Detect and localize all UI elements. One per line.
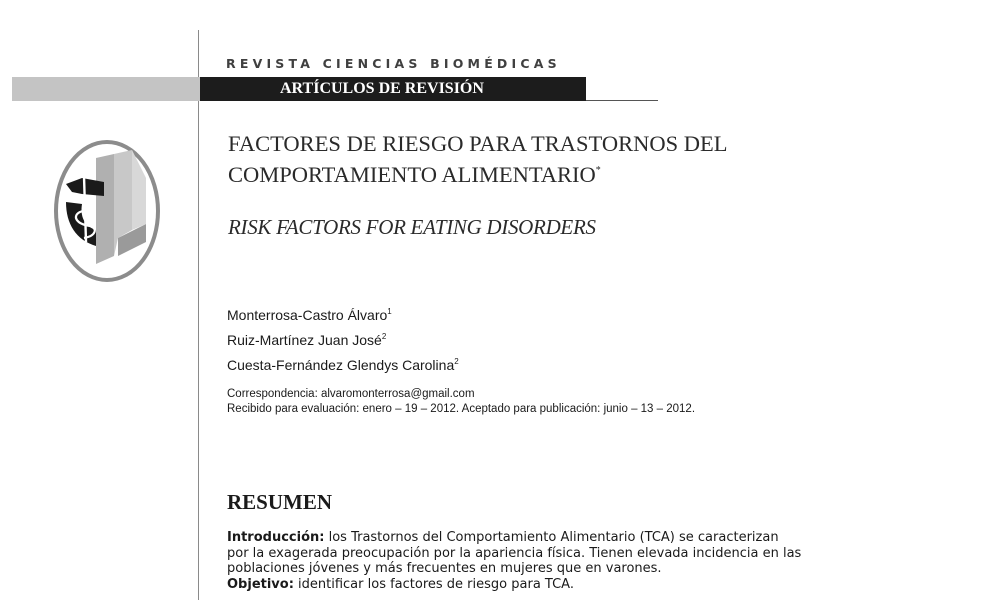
english-title: RISK FACTORS FOR EATING DISORDERS — [228, 215, 596, 239]
author-affiliation: 2 — [381, 332, 387, 341]
abstract-line — [227, 577, 867, 593]
journal-name: REVISTA CIENCIAS BIOMÉDICAS — [226, 56, 561, 71]
title-line: FACTORES DE RIESGO PARA TRASTORNOS DEL — [228, 131, 728, 156]
section-label: ARTÍCULOS DE REVISIÓN — [200, 77, 586, 101]
vertical-rule — [198, 30, 199, 600]
received-dates: Recibido para evaluación: enero – 19 – 2012. Aceptado para publicación: junio – 13 – 2012. — [227, 403, 696, 415]
section-bar-gray — [12, 77, 200, 101]
author-name: Ruiz-Martínez Juan José — [227, 332, 382, 348]
objective-text: identificar los factores de riesgo para TCA. — [293, 576, 574, 592]
abstract-line: poblaciones jóvenes y más frecuentes en mujeres que en varones. — [227, 561, 662, 576]
title-line-with-mark — [228, 157, 868, 188]
author — [227, 301, 459, 326]
author-name: Monterrosa-Castro Álvaro — [227, 307, 388, 323]
author-affiliation: 1 — [387, 307, 392, 316]
abstract-body — [227, 530, 867, 592]
correspondence-block — [227, 387, 695, 417]
header-rule — [586, 100, 658, 101]
intro-label: Introducción: — [227, 530, 325, 545]
objective-label: Objetivo: — [227, 576, 294, 592]
title-footnote-mark: * — [595, 165, 601, 176]
article-title — [228, 130, 868, 188]
title-line: COMPORTAMIENTO ALIMENTARIO — [228, 162, 596, 187]
abstract-heading: RESUMEN — [227, 490, 333, 514]
abstract-line — [227, 530, 867, 546]
intro-text: los Trastornos del Comportamiento Alimentario (TCA) se caracterizan — [324, 530, 779, 545]
author-affiliation: 2 — [454, 357, 459, 366]
correspondence-email: Correspondencia: alvaromonterrosa@gmail.com — [227, 388, 475, 400]
author-name: Cuesta-Fernández Glendys Carolina — [227, 357, 455, 373]
abstract-line: por la exagerada preocupación por la apariencia física. Tienen elevada incidencia en las — [227, 545, 802, 561]
author — [227, 326, 459, 351]
author — [227, 351, 459, 376]
author-list — [227, 301, 459, 376]
journal-logo-icon — [52, 138, 162, 284]
